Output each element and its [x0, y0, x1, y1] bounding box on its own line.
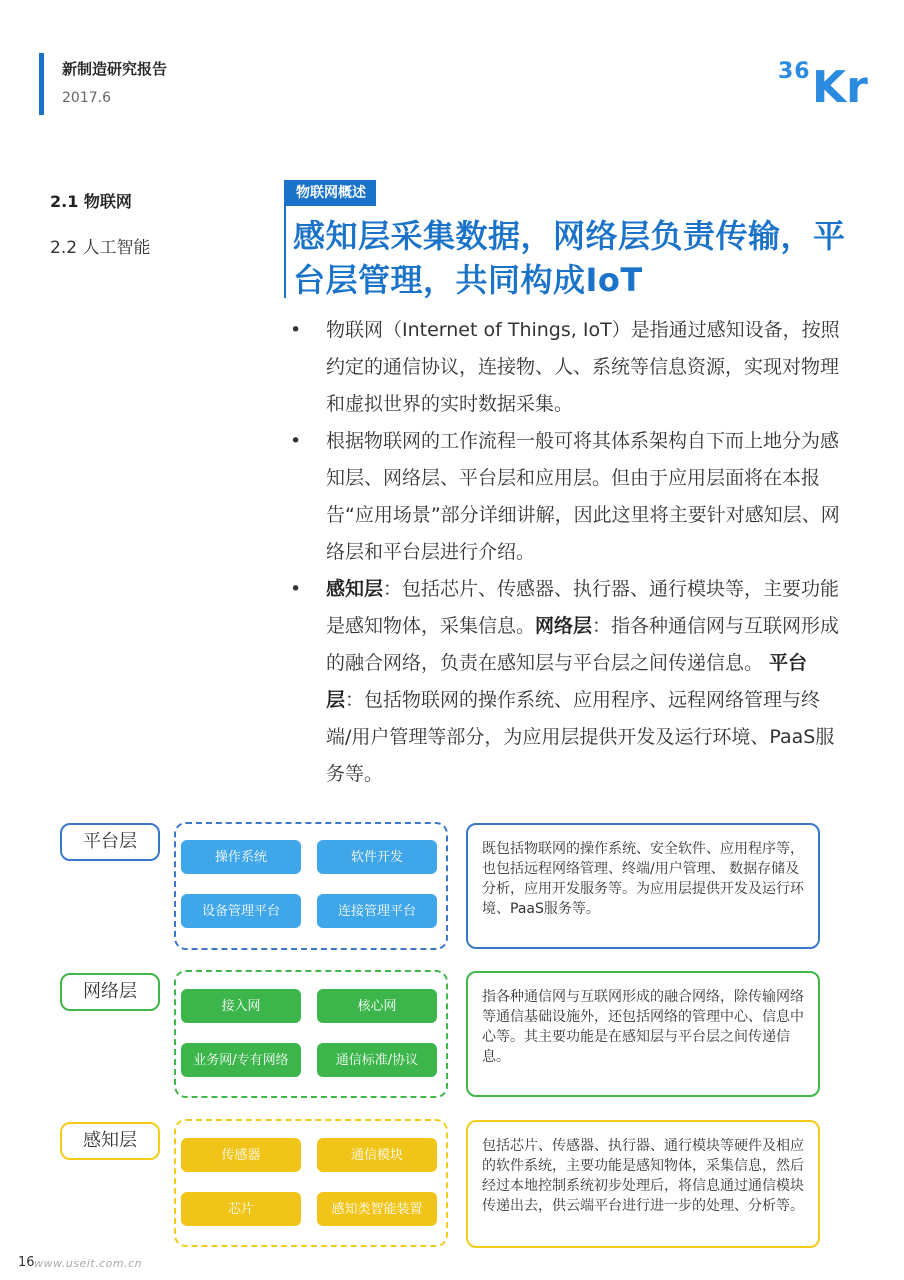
layer-desc-platform: 既包括物联网的操作系统、安全软件、应用程序等，也包括远程网络管理、终端/用户管理、 数据存储及分析，应用开发服务等。为应用层提供开发及运行环境、PaaS服务等。 — [466, 823, 820, 949]
bullet-dot: • — [290, 578, 302, 600]
pill-chip: 芯片 — [181, 1192, 301, 1226]
section-tag: 物联网概述 — [286, 180, 376, 206]
pill-access-net: 接入网 — [181, 989, 301, 1023]
term-network: 网络层 — [535, 615, 593, 637]
nav-item-ai[interactable]: 2.2 人工智能 — [50, 238, 151, 258]
term-platform: 平台层 — [326, 652, 808, 711]
report-title: 新制造研究报告 — [62, 60, 168, 78]
header-accent-bar — [39, 53, 44, 115]
pill-connection-mgmt: 连接管理平台 — [317, 894, 437, 928]
layer-label-platform: 平台层 — [60, 823, 160, 861]
page-number: 16 — [18, 1255, 35, 1270]
watermark: www.useit.com.cn — [34, 1257, 143, 1270]
layer-label-perception: 感知层 — [60, 1122, 160, 1160]
bullet-list — [290, 312, 840, 793]
nav-item-iot[interactable]: 2.1 物联网 — [50, 192, 132, 211]
layer-desc-perception: 包括芯片、传感器、执行器、通行模块等硬件及相应的软件系统，主要功能是感知物体，采集信息，然后经过本地控制系统初步处理后，将信息通过通信模块传递出去，供云端平台进行进一步的处理、分析等。 — [466, 1120, 820, 1248]
pill-sensor: 传感器 — [181, 1138, 301, 1172]
pill-comm-module: 通信模块 — [317, 1138, 437, 1172]
term-platform-desc: ：包括物联网的操作系统、应用程序、远程网络管理与终端/用户管理等部分，为应用层提供开发及运行环境、PaaS服务等。 — [326, 689, 835, 785]
pill-service-net: 业务网/专有网络 — [181, 1043, 301, 1077]
bullet-item — [290, 423, 840, 571]
pill-os: 操作系统 — [181, 840, 301, 874]
layer-desc-network: 指各种通信网与互联网形成的融合网络，除传输网络等通信基础设施外，还包括网络的管理中心、信息中心等。其主要功能是在感知层与平台层之间传递信息。 — [466, 971, 820, 1097]
term-perception: 感知层 — [326, 578, 384, 600]
term-network-desc: ：指各种通信网与互联网形成的融合网络，负责在感知层与平台层之间传递信息。 — [326, 615, 840, 674]
term-perception-desc: ：包括芯片、传感器、执行器、通行模块等，主要功能是感知物体，采集信息。 — [326, 578, 840, 637]
bullet-item — [290, 312, 840, 423]
pill-smart-device: 感知类智能装置 — [317, 1192, 437, 1226]
bullet-item — [290, 571, 840, 793]
pill-device-mgmt: 设备管理平台 — [181, 894, 301, 928]
bullet-text: 物联网（Internet of Things, IoT）是指通过感知设备，按照约定的通信协议，连接物、人、系统等信息资源，实现对物理和虚拟世界的实时数据采集。 — [326, 319, 840, 415]
pill-protocols: 通信标准/协议 — [317, 1043, 437, 1077]
pill-software-dev: 软件开发 — [317, 840, 437, 874]
section-headline: 感知层采集数据，网络层负责传输，平台层管理，共同构成IoT — [293, 217, 846, 299]
bullet-text: 根据物联网的工作流程一般可将其体系架构自下而上地分为感知层、网络层、平台层和应用层。但由于应用层面将在本报告“应用场景”部分详细讲解，因此这里将主要针对感知层、网络层和平台层进行介绍。 — [326, 430, 840, 563]
layer-label-network: 网络层 — [60, 973, 160, 1011]
report-date: 2017.6 — [62, 90, 111, 106]
brand-logo — [778, 54, 872, 106]
bullet-dot: • — [290, 319, 302, 341]
svg-text:36: 36 — [778, 59, 811, 84]
svg-text:Kr: Kr — [812, 62, 868, 106]
pill-core-net: 核心网 — [317, 989, 437, 1023]
bullet-dot: • — [290, 430, 302, 452]
